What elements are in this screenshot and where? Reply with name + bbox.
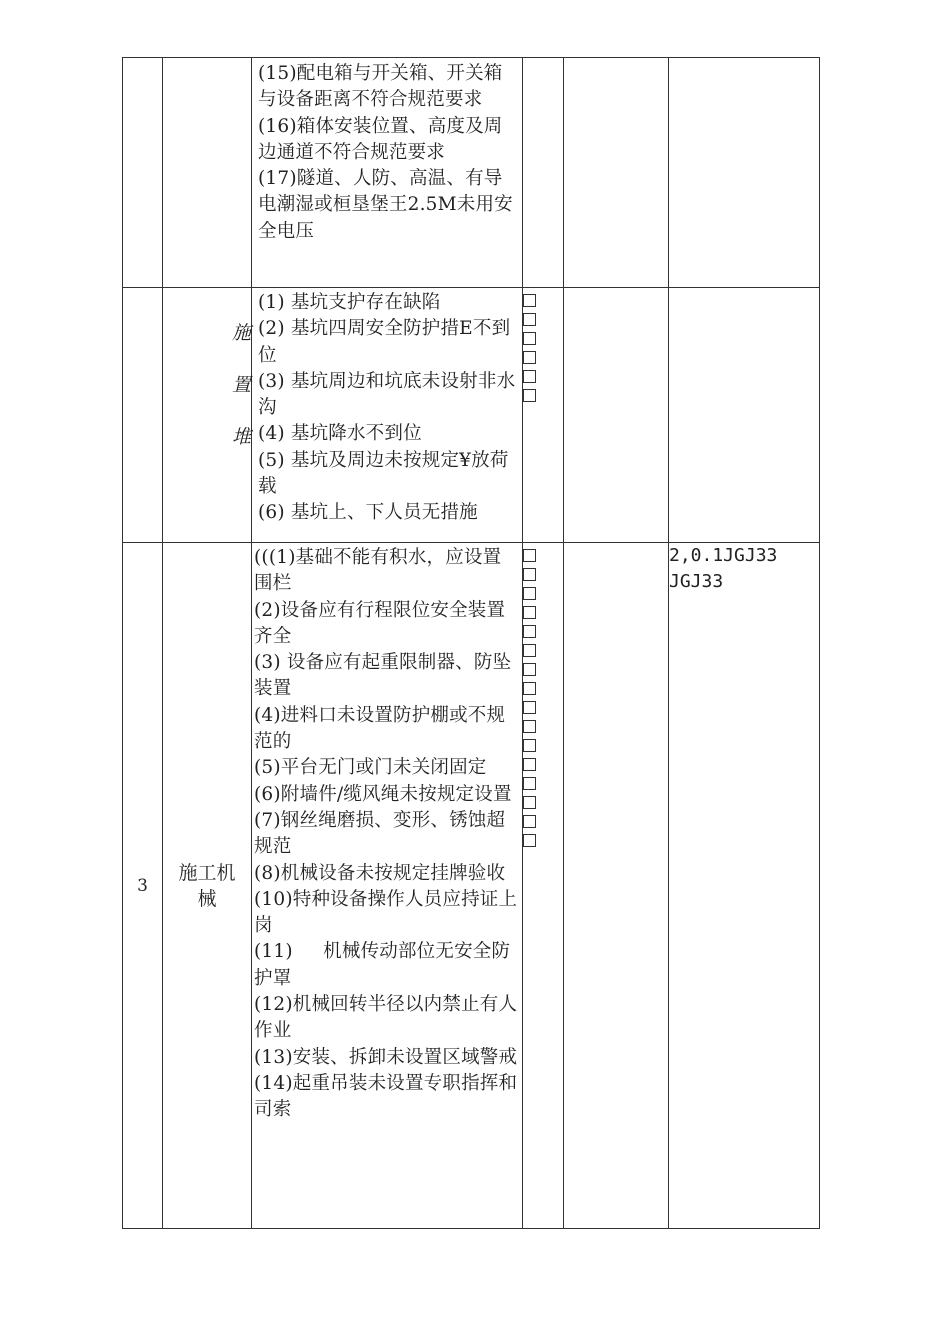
standard-ref: 2,0.1JGJ33: [669, 545, 778, 566]
check-item: (6) 基坑上、下人员无措施: [258, 502, 478, 524]
checkbox[interactable]: [523, 549, 536, 562]
checkbox-column: [523, 549, 563, 847]
check-item: (7)钢丝绳磨损、变形、锈蚀超规范: [254, 809, 506, 858]
standard-cell: [669, 288, 820, 543]
category-char: 堆: [231, 426, 251, 448]
row-number-cell: [123, 288, 163, 543]
standard-ref: JGJ33: [669, 571, 724, 592]
checkbox[interactable]: [523, 313, 536, 326]
checkbox[interactable]: [523, 758, 536, 771]
row-number-cell: [123, 58, 163, 288]
check-item: (8)机械设备未按规定挂牌验收: [254, 862, 506, 884]
checkbox[interactable]: [523, 701, 536, 714]
check-item: (6)附墙件/缆风绳未按规定设置: [254, 783, 512, 805]
checkbox[interactable]: [523, 294, 536, 307]
items-cell: [252, 543, 523, 1229]
result-cell: [564, 58, 669, 288]
category-char: 施: [231, 322, 251, 344]
items-cell: [252, 288, 523, 543]
checkbox[interactable]: [523, 834, 536, 847]
items-cell: [252, 58, 523, 288]
table-row: [123, 288, 820, 543]
check-item: (2) 基坑四周安全防护措E不到位: [258, 318, 511, 366]
checkbox-column: [523, 294, 563, 402]
check-item: (1) 基坑支护存在缺陷: [258, 292, 441, 313]
standard-cell: [669, 58, 820, 288]
check-item: (4)进料口未设置防护棚或不规范的: [254, 704, 506, 753]
check-item: (4) 基坑降水不到位: [258, 423, 422, 445]
check-item: (2)设备应有行程限位安全装置齐全: [254, 599, 506, 647]
checkbox[interactable]: [523, 663, 536, 676]
check-item: (15)配电箱与开关箱、开关箱与设备距离不符合规范要求: [258, 63, 503, 111]
checkbox[interactable]: [523, 389, 536, 402]
check-item: (11) 机械传动部位无安全防护罩: [254, 941, 511, 989]
checkbox[interactable]: [523, 739, 536, 752]
checkbox[interactable]: [523, 606, 536, 619]
inspection-table: [122, 57, 820, 1229]
checkbox[interactable]: [523, 332, 536, 345]
category-cell: [163, 58, 252, 288]
check-item: (5)平台无门或门未关闭固定: [254, 757, 487, 779]
checkbox-cell: [523, 58, 564, 288]
check-item: (13)安装、拆卸未设置区域警戒: [254, 1046, 518, 1068]
check-item: (5) 基坑及周边未按规定¥放荷载: [258, 449, 509, 498]
checkbox[interactable]: [523, 720, 536, 733]
check-item: (16)箱体安装位置、高度及周边通道不符合规范要求: [258, 115, 503, 163]
category-cell: [163, 288, 252, 543]
checkbox[interactable]: [523, 815, 536, 828]
checkbox-cell: [523, 543, 564, 1229]
checkbox-cell: [523, 288, 564, 543]
check-item: (3) 基坑周边和坑底未设射非水沟: [258, 370, 516, 419]
table-row: [123, 543, 820, 1229]
result-cell: [564, 288, 669, 543]
category-cell: [163, 543, 252, 1229]
checkbox[interactable]: [523, 351, 536, 364]
category-label: 施工机械: [178, 861, 236, 910]
checkbox[interactable]: [523, 568, 536, 581]
standard-cell: [669, 543, 820, 1229]
row-number-cell: 3: [123, 543, 163, 1229]
check-item: (10)特种设备操作人员应持证上岗: [254, 888, 518, 937]
checkbox[interactable]: [523, 682, 536, 695]
checkbox[interactable]: [523, 644, 536, 657]
result-cell: [564, 543, 669, 1229]
checkbox[interactable]: [523, 796, 536, 809]
checkbox[interactable]: [523, 625, 536, 638]
category-char: 置: [231, 374, 251, 396]
check-item: (((1)基础不能有积水，应设置围栏: [254, 547, 502, 595]
check-item: (12)机械回转半径以内禁止有人作业: [254, 994, 518, 1042]
check-item: (17)隧道、人防、高温、有导电潮湿或桓垦堡王2.5M未用安全电压: [258, 168, 513, 242]
check-item: (3) 设备应有起重限制器、防坠装置: [254, 652, 512, 700]
checkbox[interactable]: [523, 370, 536, 383]
checkbox[interactable]: [523, 777, 536, 790]
check-item: (14)起重吊装未设置专职指挥和司索: [254, 1072, 518, 1121]
checkbox[interactable]: [523, 587, 536, 600]
table-row: [123, 58, 820, 288]
